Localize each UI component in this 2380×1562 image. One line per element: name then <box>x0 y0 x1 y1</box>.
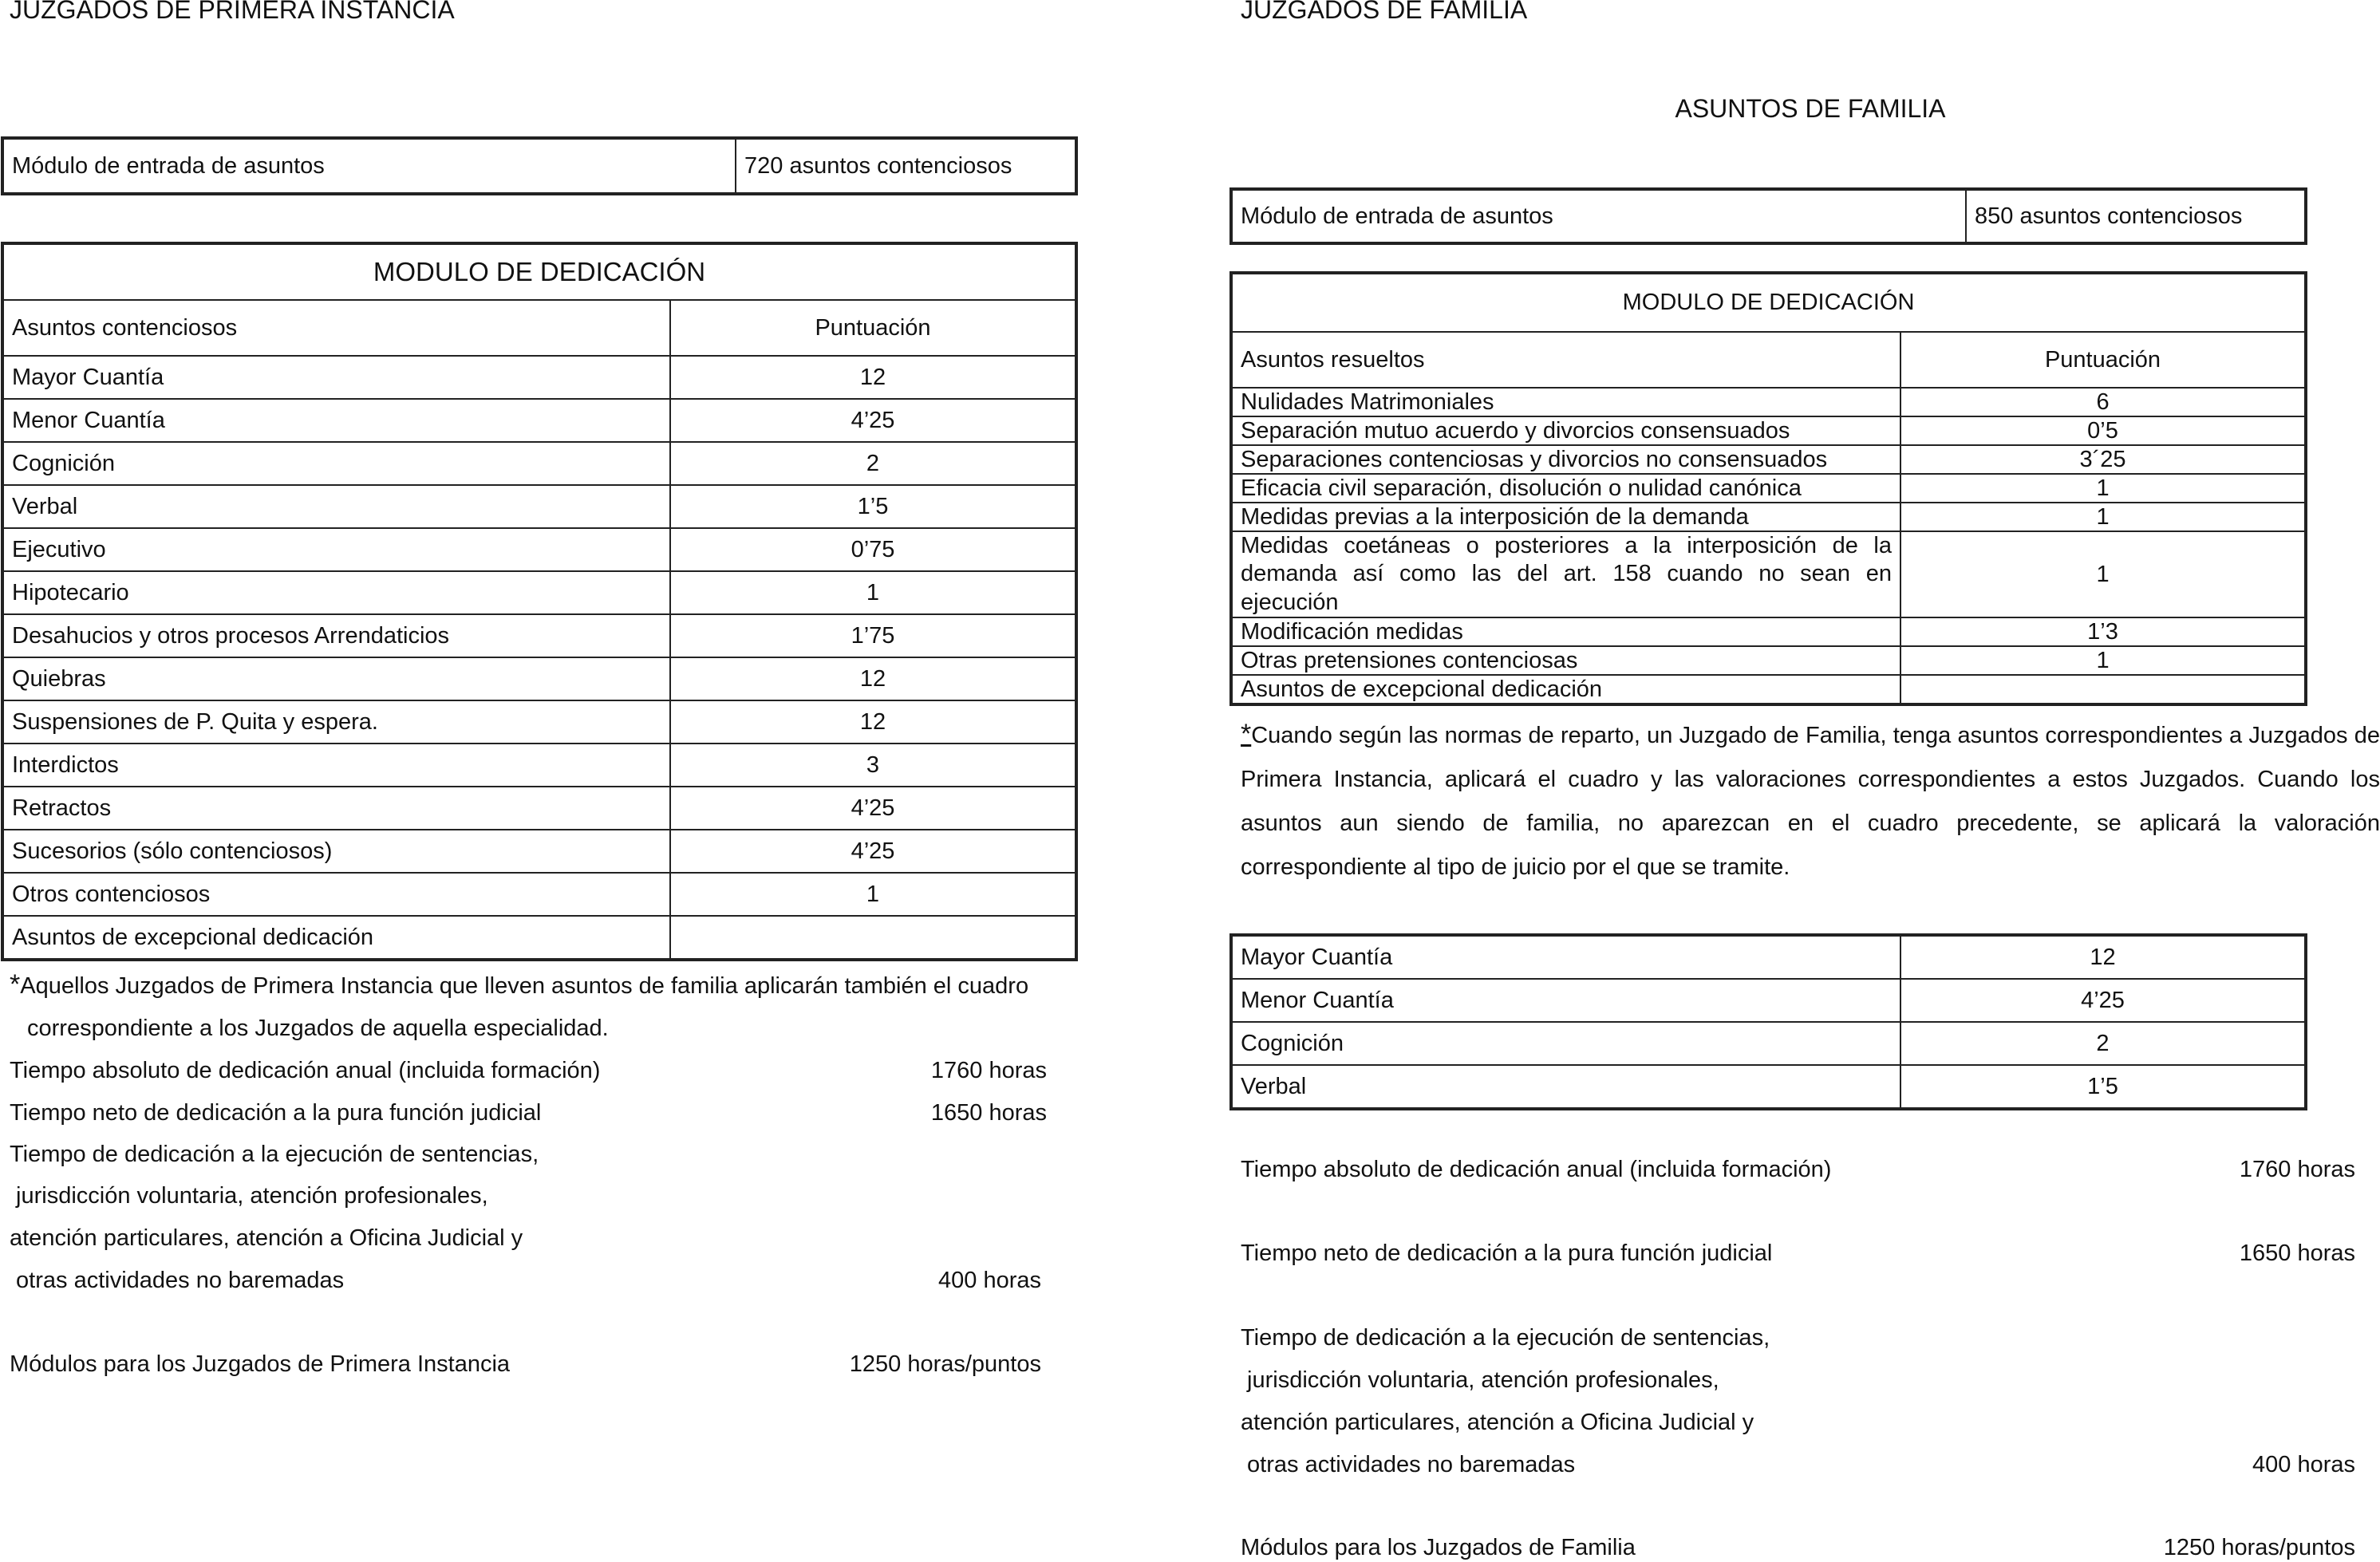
left-header: JUZGADOS DE PRIMERA INSTANCIA <box>10 0 455 24</box>
left-dedicacion-row-name: Quiebras <box>3 657 670 700</box>
right-dedicacion-row <box>1232 617 2305 646</box>
left-entrada-label: Módulo de entrada de asuntos <box>3 139 736 193</box>
left-dedicacion-row-name: Retractos <box>3 787 670 830</box>
right-dedicacion-row-score: 0’5 <box>1900 416 2305 445</box>
left-tiempo-absoluto-label: Tiempo absoluto de dedicación anual (incluida formación) <box>10 1058 601 1083</box>
left-dedicacion-row-score: 4’25 <box>670 830 1076 873</box>
right-extra-row-score: 2 <box>1900 1022 2305 1065</box>
right-extra-row <box>1232 936 2305 979</box>
right-dedicacion-row-name: Modificación medidas <box>1232 617 1900 646</box>
right-entrada-label: Módulo de entrada de asuntos <box>1232 190 1966 243</box>
left-dedicacion-row-score: 1’5 <box>670 485 1076 528</box>
right-dedicacion-row-name: Asuntos de excepcional dedicación <box>1232 675 1900 704</box>
right-dedicacion-row <box>1232 416 2305 445</box>
left-dedicacion-row-name: Hipotecario <box>3 571 670 614</box>
right-tiempo-neto-value: 1650 horas <box>2239 1241 2355 1266</box>
left-dedicacion-row-name: Desahucios y otros procesos Arrendaticios <box>3 614 670 657</box>
right-extra-row-name: Menor Cuantía <box>1232 979 1900 1022</box>
left-dedicacion-row <box>3 657 1076 700</box>
right-entrada-table <box>1231 189 2306 243</box>
right-note-mark: * <box>1241 719 1252 749</box>
right-extra-row <box>1232 1065 2305 1108</box>
left-rows-body <box>3 356 1076 959</box>
right-extra-row-score: 12 <box>1900 936 2305 979</box>
left-dedicacion-row-score <box>670 916 1076 959</box>
left-dedicacion-row-score: 12 <box>670 700 1076 744</box>
left-dedicacion-row <box>3 873 1076 916</box>
right-col-header-puntuacion: Puntuación <box>1900 332 2305 388</box>
right-modulos-value: 1250 horas/puntos <box>2163 1535 2355 1560</box>
right-extra-row-name: Mayor Cuantía <box>1232 936 1900 979</box>
right-dedicacion-row <box>1232 474 2305 503</box>
left-dedicacion-row-name: Interdictos <box>3 744 670 787</box>
right-extra-row-score: 1’5 <box>1900 1065 2305 1108</box>
right-dedicacion-row-score: 1’3 <box>1900 617 2305 646</box>
right-subheader-wrap <box>1231 94 2380 124</box>
right-dedicacion-title: MODULO DE DEDICACIÓN <box>1232 274 2305 332</box>
right-tiempo-neto-label: Tiempo neto de dedicación a la pura función judicial <box>1241 1241 1773 1266</box>
right-extra-row-score: 4’25 <box>1900 979 2305 1022</box>
right-dedicacion-row <box>1232 646 2305 675</box>
left-modulos-label: Módulos para los Juzgados de Primera Instancia <box>10 1351 511 1377</box>
left-dedicacion-row <box>3 571 1076 614</box>
right-extra-rows-body <box>1232 936 2305 1108</box>
left-dedicacion-row <box>3 787 1076 830</box>
left-dedicacion-row-score: 1 <box>670 571 1076 614</box>
right-dedicacion-row-name: Separaciones contenciosas y divorcios no consensuados <box>1232 445 1900 474</box>
right-extra-row <box>1232 979 2305 1022</box>
right-header: JUZGADOS DE FAMILIA <box>1241 0 1528 24</box>
left-col-header-puntuacion: Puntuación <box>670 300 1076 356</box>
right-subheader: ASUNTOS DE FAMILIA <box>1675 94 1946 123</box>
left-dedicacion-row <box>3 399 1076 442</box>
left-dedicacion-row <box>3 485 1076 528</box>
right-dedicacion-row-score: 6 <box>1900 388 2305 416</box>
right-extra-row-name: Verbal <box>1232 1065 1900 1108</box>
left-dedicacion-row-name: Verbal <box>3 485 670 528</box>
left-tiempo-ejecucion-line3: atención particulares, atención a Oficina Judicial y <box>10 1225 523 1251</box>
left-note-line1 <box>10 970 1028 1000</box>
right-tiempo-ejecucion-line4: otras actividades no baremadas <box>1241 1452 1576 1477</box>
left-tiempo-ejecucion-line1: Tiempo de dedicación a la ejecución de sentencias, <box>10 1142 539 1167</box>
right-tiempo-ejecucion-line2: jurisdicción voluntaria, atención profesionales, <box>1241 1367 1719 1393</box>
right-extra-row-name: Cognición <box>1232 1022 1900 1065</box>
left-dedicacion-row-score: 12 <box>670 657 1076 700</box>
right-tiempo-ejecucion-line3: atención particulares, atención a Oficina Judicial y <box>1241 1410 1754 1435</box>
right-dedicacion-row-name: Medidas previas a la interposición de la demanda <box>1232 503 1900 531</box>
right-extra-table <box>1231 935 2306 1109</box>
right-col-header-asuntos: Asuntos resueltos <box>1232 332 1900 388</box>
left-dedicacion-row-score: 1 <box>670 873 1076 916</box>
left-dedicacion-row-score: 2 <box>670 442 1076 485</box>
left-entrada-value: 720 asuntos contenciosos <box>736 139 1076 193</box>
right-dedicacion-row-name: Medidas coetáneas o posteriores a la interposición de la demanda así como las del art. 158 cuando no sean en ejecución <box>1232 531 1900 617</box>
left-tiempo-absoluto-value: 1760 horas <box>930 1058 1047 1083</box>
left-dedicacion-row-score: 4’25 <box>670 399 1076 442</box>
left-dedicacion-row-score: 1’75 <box>670 614 1076 657</box>
left-entrada-table <box>2 138 1076 194</box>
left-note-text1: Aquellos Juzgados de Primera Instancia que lleven asuntos de familia aplicarán también el cuadro <box>20 973 1029 999</box>
left-dedicacion-row <box>3 442 1076 485</box>
left-note-mark: * <box>10 969 21 1000</box>
left-dedicacion-row-score: 12 <box>670 356 1076 399</box>
left-col-header-asuntos: Asuntos contenciosos <box>3 300 670 356</box>
left-dedicacion-title: MODULO DE DEDICACIÓN <box>3 244 1076 300</box>
left-dedicacion-row-name: Cognición <box>3 442 670 485</box>
left-note-line2: correspondiente a los Juzgados de aquella especialidad. <box>27 1016 609 1041</box>
left-dedicacion-row <box>3 528 1076 571</box>
right-dedicacion-row-score: 1 <box>1900 503 2305 531</box>
right-tiempo-ejecucion-value: 400 horas <box>2252 1452 2355 1477</box>
right-dedicacion-row-score: 1 <box>1900 474 2305 503</box>
right-dedicacion-row <box>1232 675 2305 704</box>
left-dedicacion-row-name: Sucesorios (sólo contenciosos) <box>3 830 670 873</box>
right-dedicacion-row-name: Nulidades Matrimoniales <box>1232 388 1900 416</box>
left-dedicacion-row <box>3 744 1076 787</box>
left-dedicacion-row <box>3 830 1076 873</box>
right-tiempo-absoluto-label: Tiempo absoluto de dedicación anual (incluida formación) <box>1241 1157 1832 1182</box>
left-dedicacion-row-name: Otros contenciosos <box>3 873 670 916</box>
left-dedicacion-row-name: Ejecutivo <box>3 528 670 571</box>
left-tiempo-neto-label: Tiempo neto de dedicación a la pura función judicial <box>10 1100 542 1126</box>
right-extra-row <box>1232 1022 2305 1065</box>
right-note <box>1241 712 2380 889</box>
left-tiempo-neto-value: 1650 horas <box>930 1100 1047 1126</box>
right-dedicacion-row-score <box>1900 675 2305 704</box>
right-dedicacion-row <box>1232 445 2305 474</box>
left-dedicacion-row-score: 4’25 <box>670 787 1076 830</box>
left-tiempo-ejecucion-value: 400 horas <box>938 1268 1041 1293</box>
left-dedicacion-row <box>3 700 1076 744</box>
left-modulos-value: 1250 horas/puntos <box>849 1351 1041 1377</box>
left-dedicacion-row-name: Suspensiones de P. Quita y espera. <box>3 700 670 744</box>
right-note-text: Cuando según las normas de reparto, un Juzgado de Familia, tenga asuntos correspondientes a Juzgados de Primera Instancia, aplicará el cuadro y las valoraciones correspondientes a estos Juzgados. Cuando los asuntos aun siendo de familia, no aparezcan en el cuadro precedente, se aplicará la valoración correspondiente al tipo de juicio por el que se tramite. <box>1241 723 2380 880</box>
left-tiempo-ejecucion-line2: jurisdicción voluntaria, atención profesionales, <box>10 1183 488 1209</box>
right-entrada-value: 850 asuntos contenciosos <box>1966 190 2305 243</box>
right-dedicacion-row <box>1232 503 2305 531</box>
left-dedicacion-row-name: Asuntos de excepcional dedicación <box>3 916 670 959</box>
left-dedicacion-row <box>3 356 1076 399</box>
right-modulos-label: Módulos para los Juzgados de Familia <box>1241 1535 1636 1560</box>
left-dedicacion-row <box>3 916 1076 959</box>
right-rows-body <box>1232 388 2305 704</box>
left-dedicacion-table <box>2 243 1076 960</box>
right-dedicacion-row-name: Separación mutuo acuerdo y divorcios consensuados <box>1232 416 1900 445</box>
right-dedicacion-row-score: 1 <box>1900 646 2305 675</box>
left-dedicacion-row-score: 3 <box>670 744 1076 787</box>
right-dedicacion-row <box>1232 388 2305 416</box>
left-dedicacion-row-score: 0’75 <box>670 528 1076 571</box>
right-dedicacion-row-name: Otras pretensiones contenciosas <box>1232 646 1900 675</box>
right-dedicacion-row-score: 3´25 <box>1900 445 2305 474</box>
right-dedicacion-row-name: Eficacia civil separación, disolución o nulidad canónica <box>1232 474 1900 503</box>
right-dedicacion-row-score: 1 <box>1900 531 2305 617</box>
right-tiempo-absoluto-value: 1760 horas <box>2239 1157 2355 1182</box>
right-tiempo-ejecucion-line1: Tiempo de dedicación a la ejecución de sentencias, <box>1241 1325 1770 1351</box>
left-tiempo-ejecucion-line4: otras actividades no baremadas <box>10 1268 345 1293</box>
left-dedicacion-row-name: Mayor Cuantía <box>3 356 670 399</box>
left-dedicacion-row-name: Menor Cuantía <box>3 399 670 442</box>
right-dedicacion-table <box>1231 273 2306 704</box>
right-dedicacion-row <box>1232 531 2305 617</box>
left-dedicacion-row <box>3 614 1076 657</box>
